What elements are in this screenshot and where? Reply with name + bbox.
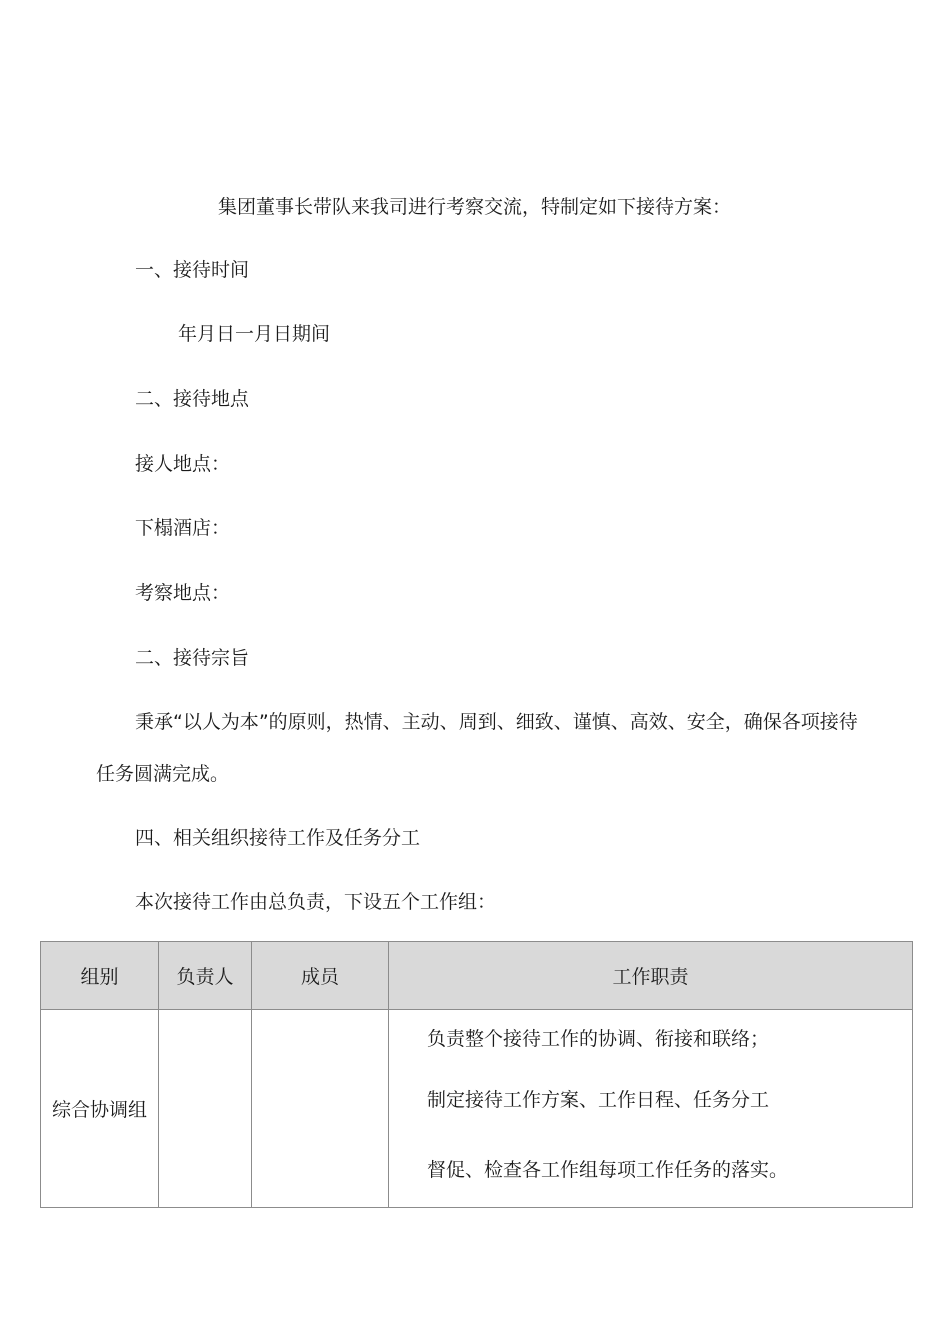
intro-paragraph: 集团董事长带队来我司进行考察交流，特制定如下接待方案： <box>218 196 732 218</box>
organization-intro: 本次接待工作由总负责，下设五个工作组： <box>135 891 497 913</box>
cell-group: 综合协调组 <box>41 1010 159 1208</box>
duty-item: 负责整个接待工作的协调、衔接和联络； <box>427 1028 770 1050</box>
section-heading-purpose: 二、接待宗旨 <box>135 647 250 669</box>
hotel-label: 下榻酒店： <box>135 517 231 539</box>
cell-leader <box>159 1010 252 1208</box>
header-members: 成员 <box>252 942 389 1010</box>
cell-duties <box>389 1010 913 1208</box>
table-header-row <box>41 942 913 1010</box>
section-heading-organization: 四、相关组织接待工作及任务分工 <box>135 827 421 849</box>
header-group: 组别 <box>41 942 159 1010</box>
pickup-location-label: 接人地点： <box>135 453 231 475</box>
duty-item: 制定接待工作方案、工作日程、任务分工 <box>427 1089 770 1111</box>
cell-members <box>252 1010 389 1208</box>
purpose-text-line-1: 秉承“以人为本”的原则，热情、主动、周到、细致、谨慎、高效、安全，确保各项接待 <box>135 711 858 733</box>
purpose-text-line-2: 任务圆满完成。 <box>96 763 230 785</box>
section-heading-time: 一、接待时间 <box>135 259 250 281</box>
duty-item: 督促、检查各工作组每项工作任务的落实。 <box>427 1159 789 1181</box>
visit-location-label: 考察地点： <box>135 582 231 604</box>
time-value: 年月日一月日期间 <box>178 323 331 345</box>
header-leader: 负责人 <box>159 942 252 1010</box>
task-assignment-table <box>40 941 913 1208</box>
header-duties: 工作职责 <box>389 942 913 1010</box>
table-row <box>41 1010 913 1208</box>
section-heading-place: 二、接待地点 <box>135 388 250 410</box>
